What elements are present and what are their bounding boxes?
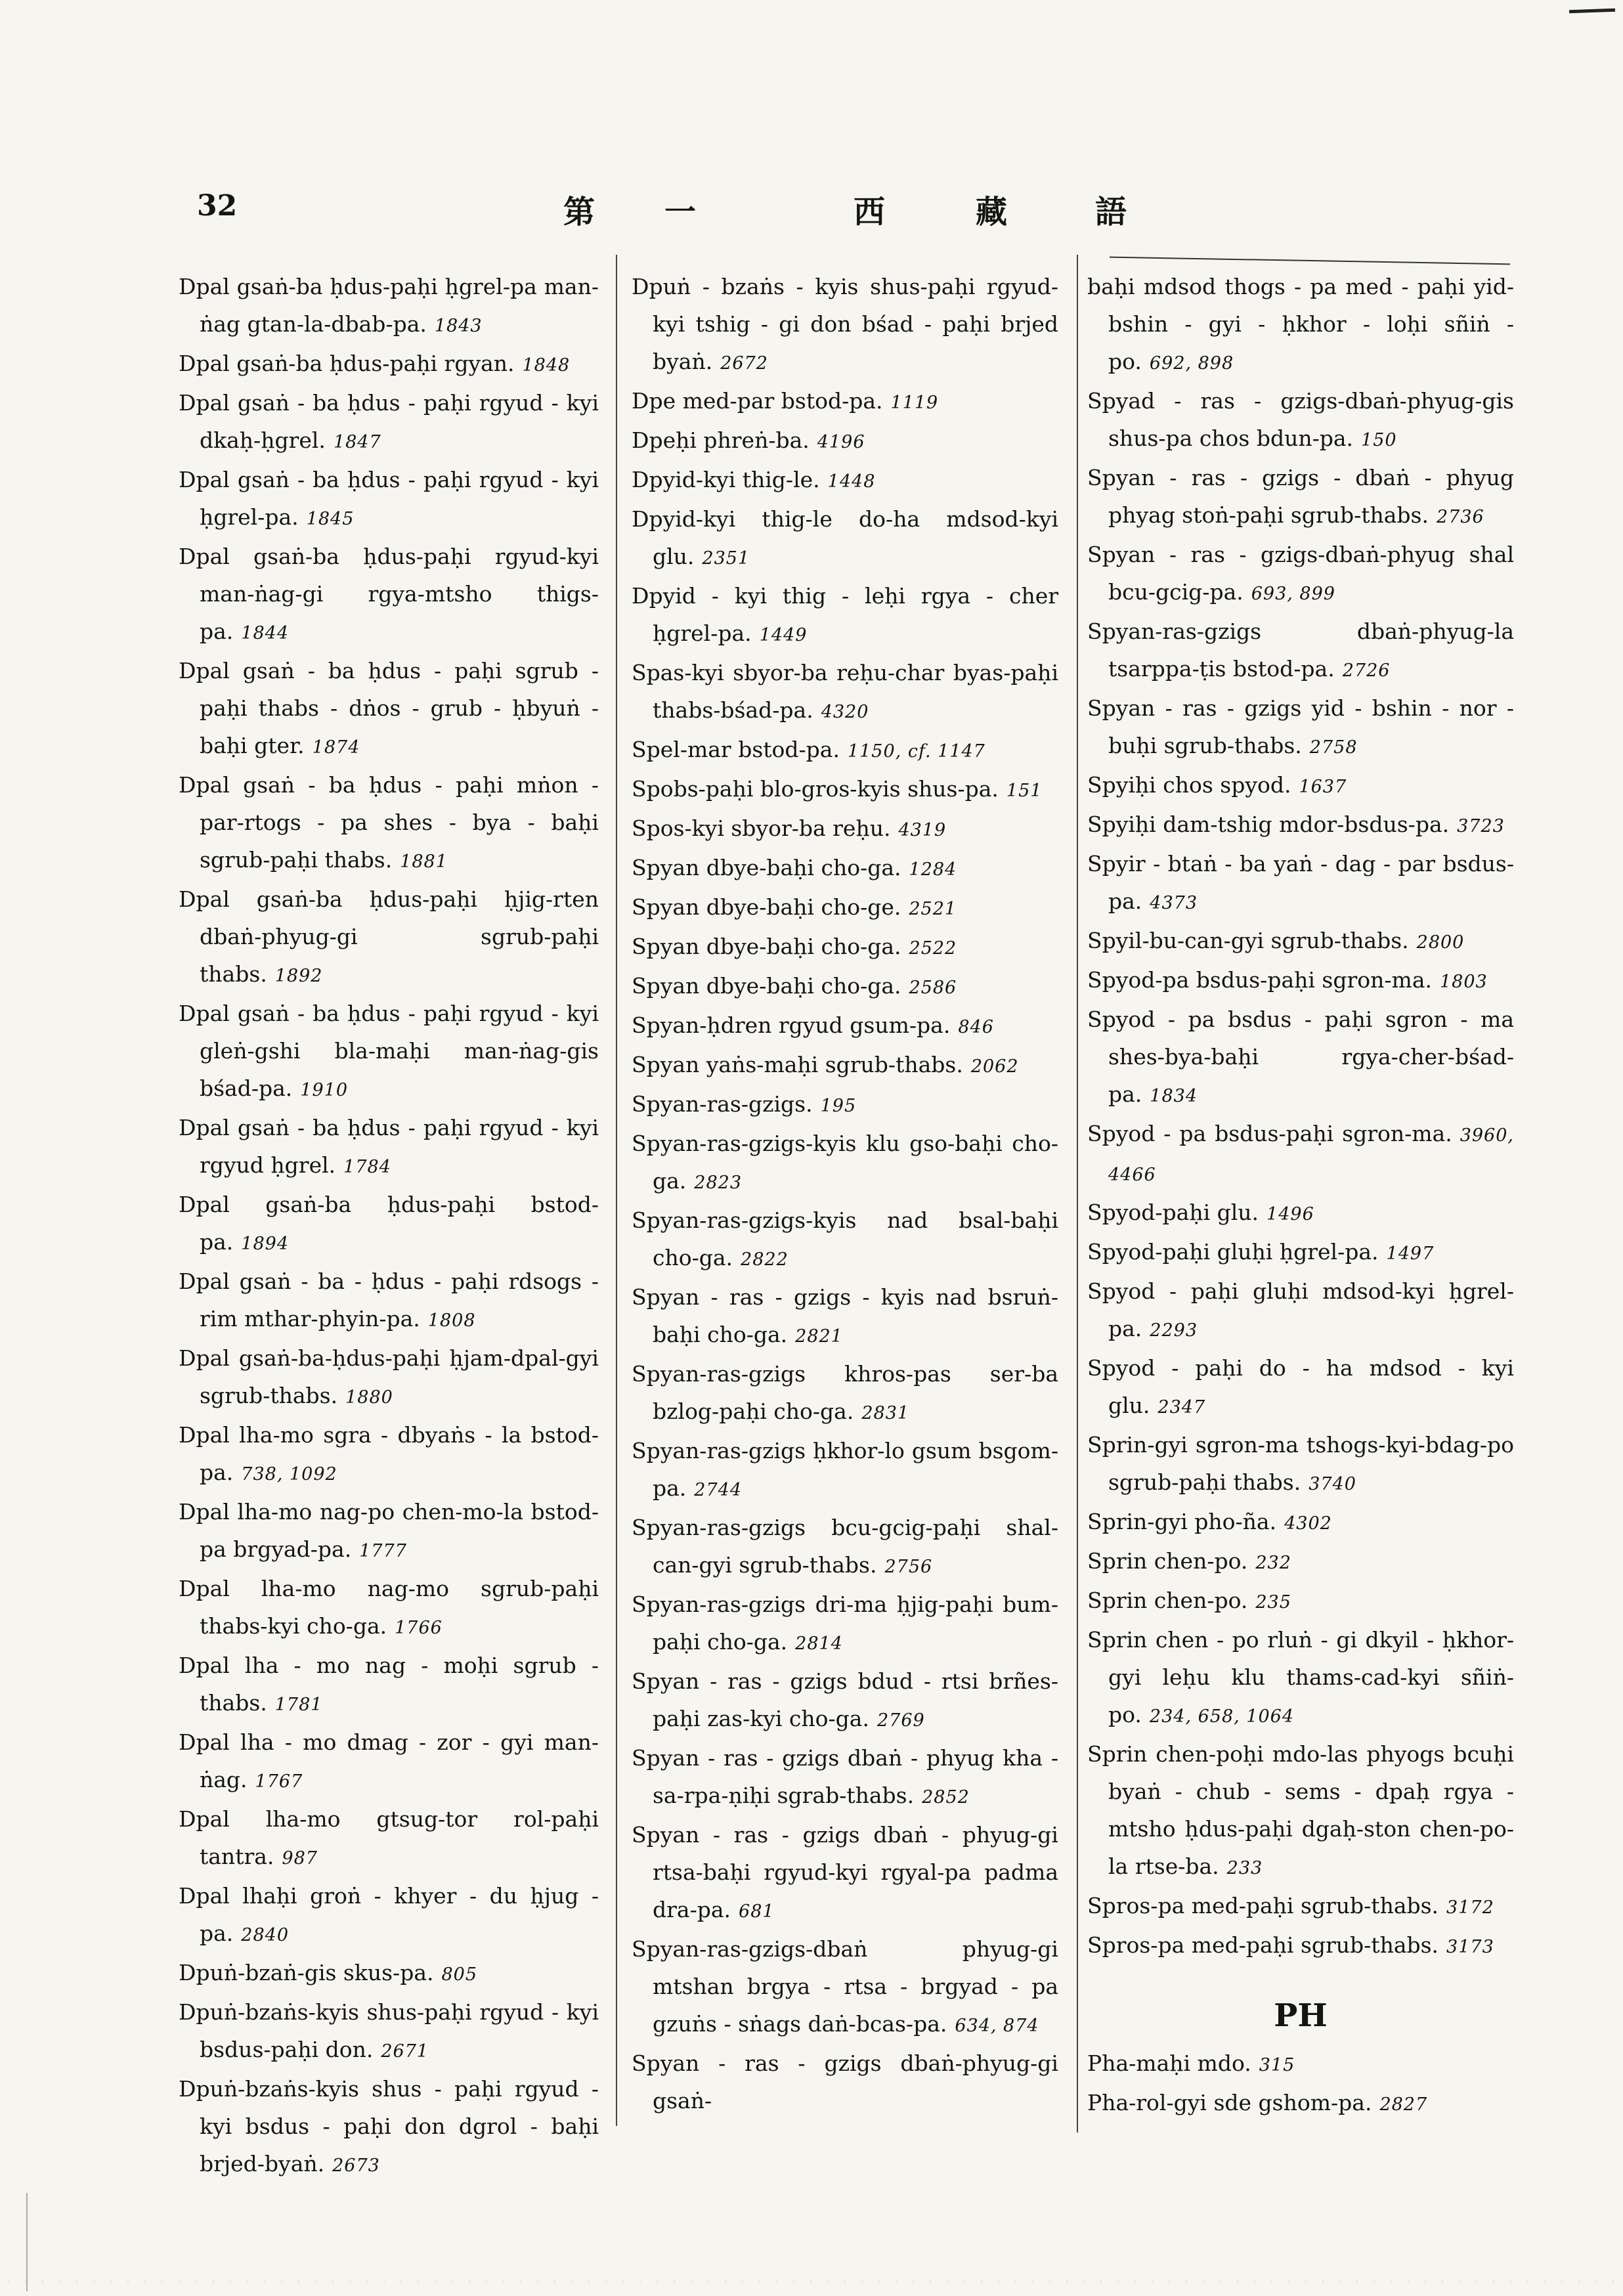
- entry-number: 2521: [909, 899, 957, 919]
- index-entry: [1087, 1272, 1514, 1349]
- index-entry: [179, 1877, 599, 1954]
- entry-title: Spyir - btaṅ - ba yaṅ - dag - par bsdus-pa.: [1087, 851, 1514, 914]
- entry-number: 2822: [741, 1249, 789, 1270]
- entry-number: 1784: [343, 1157, 391, 1177]
- index-entry: [632, 1739, 1058, 1816]
- header-char: 語: [1095, 194, 1127, 230]
- entry-title: Spyan - ras - gzigs-dbaṅ-phyug shal bcu-gcig-pa.: [1087, 542, 1514, 605]
- entry-number: 233: [1226, 1858, 1263, 1878]
- entry-title: Dpal lhaḥi groṅ - khyer - du ḥjug - pa.: [179, 1883, 599, 1946]
- index-entry: [1087, 1735, 1514, 1887]
- entry-title: Dpal gsaṅ-ba ḥdus-paḥi rgyud-kyi man-ṅag-gi rgya-mtsho thigs-pa.: [179, 544, 599, 644]
- entry-number: 4302: [1284, 1513, 1332, 1534]
- entry-number: 1448: [827, 471, 876, 492]
- index-entry: [179, 1954, 599, 1993]
- entry-title: Spyod - pa bsdus-paḥi sgron-ma.: [1087, 1121, 1452, 1146]
- index-entry: [632, 1278, 1058, 1355]
- index-entry: [1087, 1621, 1514, 1735]
- entry-title: Spyan dbye-baḥi cho-ga.: [632, 973, 901, 999]
- entry-title: Dpal gsaṅ - ba ḥdus - paḥi rgyud - kyi rgyud ḥgrel.: [179, 1115, 599, 1178]
- entry-title: Spyan - ras - gzigs - dbaṅ - phyug phyag stoṅ-paḥi sgrub-thabs.: [1087, 465, 1514, 528]
- index-entry: [1087, 2045, 1514, 2084]
- index-entry: [179, 1263, 599, 1339]
- entry-number: 2673: [332, 2155, 380, 2176]
- entry-number: 2726: [1342, 661, 1391, 681]
- entry-title: Spyan-ḥdren rgyud gsum-pa.: [632, 1012, 951, 1038]
- entry-title: Dpal gsaṅ - ba ḥdus - paḥi rgyud - kyi gleṅ-gshi bla-maḥi man-ṅag-gis bśad-pa.: [179, 1001, 599, 1101]
- entry-title: Spyod - pa bsdus - paḥi sgron - ma shes-bya-baḥi rgya-cher-bśad-pa.: [1087, 1007, 1514, 1107]
- index-entry: [632, 2045, 1058, 2119]
- index-entry: [632, 810, 1058, 849]
- entry-number: 2347: [1158, 1397, 1206, 1418]
- entry-title: Spyan - ras - gzigs dbaṅ-phyug-gi gsaṅ-: [632, 2050, 1058, 2113]
- index-entry: [1087, 1503, 1514, 1542]
- index-entry: [179, 1186, 599, 1263]
- column-divider: [616, 255, 617, 2126]
- index-entry: [1087, 1001, 1514, 1115]
- entry-number: 151: [1006, 781, 1043, 801]
- index-entry: [632, 1355, 1058, 1432]
- entry-title: Spyan - ras - gzigs bdud - rtsi brñes-paḥi zas-kyi cho-ga.: [632, 1668, 1058, 1731]
- entry-number: 846: [958, 1017, 994, 1037]
- index-entry: [1087, 1582, 1514, 1621]
- page-header: [197, 189, 1182, 235]
- column-right: [1087, 268, 1514, 2123]
- entry-title: Spel-mar bstod-pa.: [632, 737, 840, 762]
- column-left: [179, 268, 599, 2184]
- entry-title: Spyad - ras - gzigs-dbaṅ-phyug-gis shus-pa chos bdun-pa.: [1087, 388, 1514, 451]
- entry-number: 4373: [1150, 893, 1198, 913]
- section-entry-list: [1087, 2045, 1514, 2123]
- entry-title: Spyan - ras - gzigs dbaṅ - phyug-gi rtsa-baḥi rgyud-kyi rgyal-pa padma dra-pa.: [632, 1822, 1058, 1922]
- entry-number: 2062: [970, 1056, 1019, 1077]
- entry-number: 2831: [861, 1403, 910, 1423]
- index-entry: [632, 849, 1058, 888]
- index-entry: [1087, 613, 1514, 689]
- entry-number: 2736: [1436, 507, 1484, 527]
- index-entry: [179, 652, 599, 766]
- index-entry: [1087, 806, 1514, 845]
- entry-number: 2758: [1309, 737, 1358, 758]
- entry-number: 1844: [241, 623, 290, 643]
- entry-number: 4196: [817, 432, 865, 452]
- entry-number: 1894: [241, 1234, 290, 1254]
- entry-number: 692, 898: [1149, 353, 1234, 374]
- entry-title: Dpeḥi phreṅ-ba.: [632, 427, 810, 453]
- index-entry: [179, 880, 599, 995]
- index-entry: [632, 1509, 1058, 1586]
- index-entry: [632, 577, 1058, 654]
- entry-number: 4320: [821, 702, 869, 722]
- entry-number: 234, 658, 1064: [1149, 1706, 1295, 1727]
- index-entry: [1087, 961, 1514, 1001]
- entry-title: Dpe med-par bstod-pa.: [632, 388, 883, 414]
- index-entry: [632, 967, 1058, 1007]
- entry-title: Dpuṅ-bzaṅs-kyis shus - paḥi rgyud - kyi bsdus - paḥi don dgrol - baḥi brjed-byaṅ.: [179, 2076, 599, 2177]
- entry-title: Dpal gsaṅ - ba - ḥdus - paḥi rdsogs - rim mthar-phyin-pa.: [179, 1268, 599, 1332]
- index-entry: [179, 995, 599, 1109]
- entry-title: Dpyid-kyi thig-le do-ha mdsod-kyi glu.: [632, 506, 1058, 569]
- entry-number: 987: [282, 1848, 318, 1869]
- entry-number: 1150, cf. 1147: [847, 741, 985, 762]
- entry-title: Dpal lha-mo nag-po chen-mo-la bstod-pa brgyad-pa.: [179, 1499, 599, 1562]
- entry-title: Dpal lha - mo nag - moḥi sgrub - thabs.: [179, 1653, 599, 1716]
- index-entry: [179, 345, 599, 384]
- entry-number: 1847: [333, 432, 381, 452]
- corner-mark: [1569, 9, 1615, 13]
- index-entry: [179, 1570, 599, 1647]
- entry-number: 4319: [898, 820, 947, 840]
- entry-number: 2744: [694, 1480, 743, 1500]
- index-entry: [1087, 382, 1514, 459]
- entry-title: Dpal lha-mo gtsug-tor rol-paḥi tantra.: [179, 1806, 599, 1869]
- entry-number: 1881: [400, 852, 448, 872]
- entry-number: 1496: [1266, 1204, 1314, 1224]
- index-entry: [632, 928, 1058, 967]
- entry-title: Spyan-ras-gzigs khros-pas ser-ba bzlog-paḥi cho-ga.: [632, 1361, 1058, 1424]
- entry-title: Spyan - ras - gzigs dbaṅ - phyug kha - sa-rpa-ṇiḥi sgrab-thabs.: [632, 1745, 1058, 1808]
- scan-margin-line: [26, 2193, 28, 2291]
- index-entry: [632, 461, 1058, 500]
- entry-number: 1880: [345, 1387, 393, 1408]
- index-entry: [1087, 1426, 1514, 1503]
- index-entry: [632, 382, 1058, 422]
- entry-number: 2800: [1416, 932, 1465, 953]
- entry-number: 1766: [395, 1618, 443, 1638]
- entry-number: 681: [739, 1901, 775, 1922]
- entry-number: 235: [1255, 1592, 1291, 1613]
- index-entry: [179, 1647, 599, 1723]
- entry-number: 2293: [1150, 1320, 1198, 1341]
- index-entry: [179, 1109, 599, 1186]
- entry-number: 3723: [1457, 816, 1505, 836]
- entry-number: 1910: [300, 1080, 349, 1100]
- entry-number: 1637: [1299, 777, 1347, 797]
- index-entry: [632, 888, 1058, 928]
- entry-number: 315: [1259, 2055, 1295, 2075]
- entry-title: Spyan-ras-gzigs ḥkhor-lo gsum bsgom-pa.: [632, 1438, 1058, 1501]
- entry-title: Spyan-ras-gzigs bcu-gcig-paḥi shal-can-gyi sgrub-thabs.: [632, 1515, 1058, 1578]
- index-entry: [179, 384, 599, 461]
- index-entry: [1087, 689, 1514, 766]
- entry-number: 1845: [306, 509, 355, 529]
- entry-number: 1834: [1150, 1086, 1198, 1106]
- index-entry: [632, 731, 1058, 770]
- entry-number: 1848: [522, 355, 571, 376]
- entry-list: [632, 268, 1058, 2119]
- entry-number: 3740: [1309, 1474, 1356, 1494]
- entry-number: 3172: [1446, 1897, 1494, 1918]
- index-entry: [632, 1816, 1058, 1930]
- entry-title: Dpal lha-mo sgra - dbyaṅs - la bstod-pa.: [179, 1422, 599, 1485]
- index-entry: [179, 538, 599, 652]
- entry-title: Dpal gsaṅ-ba-ḥdus-paḥi ḥjam-dpal-gyi sgrub-thabs.: [179, 1345, 599, 1408]
- entry-title: Spas-kyi sbyor-ba reḥu-char byas-paḥi thabs-bśad-pa.: [632, 660, 1058, 723]
- entry-title: Spyan-ras-gzigs-kyis nad bsal-baḥi cho-ga.: [632, 1207, 1058, 1270]
- entry-title: Spyan-ras-gzigs-dbaṅ phyug-gi mtshan brgya - rtsa - brgyad - pa gzuṅs - sṅags daṅ-bcas-pa.: [632, 1936, 1058, 2037]
- entry-title: Sprin-gyi pho-ña.: [1087, 1509, 1277, 1534]
- entry-title: Spros-pa med-paḥi sgrub-thabs.: [1087, 1932, 1439, 1958]
- entry-number: 1843: [434, 316, 483, 336]
- index-entry: [632, 770, 1058, 810]
- entry-number: 1781: [274, 1695, 323, 1715]
- entry-title: Spyan-ras-gzigs dbaṅ-phyug-la tsarppa-ṭis bstod-pa.: [1087, 618, 1514, 682]
- index-entry: [1087, 268, 1514, 382]
- index-entry: [1087, 2084, 1514, 2123]
- entry-number: 634, 874: [955, 2016, 1039, 2036]
- entry-title: Spyan yaṅs-maḥi sgrub-thabs.: [632, 1052, 963, 1077]
- index-entry: [632, 1930, 1058, 2045]
- index-entry: [1087, 1926, 1514, 1966]
- entry-title: Spyan-ras-gzigs dri-ma ḥjig-paḥi bum-paḥi cho-ga.: [632, 1592, 1058, 1655]
- entry-title: Spyan dbye-baḥi cho-ge.: [632, 894, 901, 920]
- index-entry: [179, 1493, 599, 1570]
- index-entry: [179, 268, 599, 345]
- entry-number: 1119: [890, 393, 939, 413]
- index-entry: [179, 1339, 599, 1416]
- index-entry: [632, 1202, 1058, 1278]
- entry-title: Spros-pa med-paḥi sgrub-thabs.: [1087, 1893, 1439, 1918]
- index-entry: [1087, 1233, 1514, 1272]
- entry-title: Pha-rol-gyi sde gshom-pa.: [1087, 2090, 1372, 2115]
- index-entry: [632, 422, 1058, 461]
- entry-list: [1087, 268, 1514, 1966]
- index-entry: [632, 1085, 1058, 1125]
- entry-number: 1284: [909, 859, 957, 880]
- index-entry: [1087, 536, 1514, 613]
- entry-number: 1874: [312, 737, 360, 758]
- entry-title: Spos-kyi sbyor-ba reḥu.: [632, 815, 891, 841]
- index-entry: [632, 1007, 1058, 1046]
- index-entry: [179, 1993, 599, 2070]
- index-entry: [1087, 922, 1514, 961]
- column-middle: [632, 268, 1058, 2119]
- entry-number: 195: [820, 1096, 857, 1116]
- entry-number: 2823: [694, 1173, 743, 1193]
- entry-title: Dpyid-kyi thig-le.: [632, 467, 820, 492]
- entry-number: 2821: [795, 1326, 843, 1347]
- index-entry: [1087, 1115, 1514, 1194]
- entry-number: 1497: [1386, 1244, 1435, 1264]
- entry-title: Dpal gsaṅ-ba ḥdus-paḥi ḥgrel-pa man-ṅag gtan-la-dbab-pa.: [179, 274, 599, 337]
- entry-title: Dpyid - kyi thig - leḥi rgya - cher ḥgrel-pa.: [632, 583, 1058, 646]
- section-heading: PH: [1274, 1997, 1328, 2034]
- header-char: 一: [664, 194, 697, 230]
- entry-title: Sprin chen-po.: [1087, 1588, 1248, 1613]
- index-entry: [1087, 845, 1514, 922]
- index-entry: [1087, 1349, 1514, 1426]
- entry-number: 2827: [1379, 2094, 1428, 2115]
- entry-title: Dpal gsaṅ-ba ḥdus-paḥi ḥjig-rten dbaṅ-phyug-gi sgrub-paḥi thabs.: [179, 886, 599, 987]
- entry-number: 2671: [381, 2041, 429, 2062]
- entry-title: Spyod-pa bsdus-paḥi sgron-ma.: [1087, 967, 1432, 993]
- entry-list: [179, 268, 599, 2184]
- entry-title: Spyan-ras-gzigs-kyis klu gso-baḥi cho-ga.: [632, 1131, 1058, 1194]
- entry-number: 232: [1255, 1553, 1291, 1573]
- index-entry: [632, 654, 1058, 731]
- entry-number: 2522: [909, 938, 957, 959]
- entry-title: Spyan dbye-baḥi cho-ga.: [632, 934, 901, 959]
- index-entry: [1087, 1542, 1514, 1582]
- entry-number: 1803: [1440, 972, 1488, 992]
- index-entry: [179, 1723, 599, 1800]
- column-divider: [1077, 255, 1078, 2133]
- entry-number: 2769: [876, 1710, 925, 1731]
- entry-number: 738, 1092: [241, 1464, 337, 1484]
- index-entry: [632, 500, 1058, 577]
- entry-title: Dpuṅ-bzaṅs-kyis shus-paḥi rgyud - kyi bsdus-paḥi don.: [179, 1999, 599, 2062]
- index-entry: [632, 1662, 1058, 1739]
- entry-title: Dpal gsaṅ-ba ḥdus-paḥi bstod-pa.: [179, 1192, 599, 1255]
- entry-title: Spyiḥi dam-tshig mdor-bsdus-pa.: [1087, 812, 1450, 837]
- header-char: 藏: [976, 194, 1008, 230]
- entry-title: Spyan - ras - gzigs - kyis nad bsruṅ-baḥi cho-ga.: [632, 1284, 1058, 1347]
- entry-title: Spyan-ras-gzigs.: [632, 1091, 813, 1117]
- entry-number: 3960, 4466: [1108, 1125, 1514, 1185]
- entry-title: Dpal gsaṅ - ba ḥdus - paḥi mṅon - par-rtogs - pa shes - bya - baḥi sgrub-paḥi thabs.: [179, 772, 599, 873]
- entry-number: 1777: [359, 1541, 407, 1561]
- entry-title: Spyod-paḥi gluḥi ḥgrel-pa.: [1087, 1239, 1379, 1265]
- entry-number: 2672: [720, 353, 768, 374]
- entry-title: Dpal lha-mo nag-mo sgrub-paḥi thabs-kyi cho-ga.: [179, 1576, 599, 1639]
- entry-title: Spyan - ras - gzigs yid - bshin - nor - buḥi sgrub-thabs.: [1087, 695, 1514, 758]
- index-entry: [1087, 1194, 1514, 1233]
- entry-title: baḥi mdsod thogs - pa med - paḥi yid-bshin - gyi - ḥkhor - loḥi sñiṅ - po.: [1087, 274, 1514, 374]
- entry-number: 2586: [909, 978, 957, 998]
- index-entry: [1087, 459, 1514, 536]
- entry-title: Dpal lha - mo dmag - zor - gyi man-ṅag.: [179, 1729, 599, 1792]
- entry-number: 2351: [702, 548, 750, 569]
- entry-title: Dpuṅ-bzaṅ-gis skus-pa.: [179, 1960, 434, 1985]
- entry-number: 1892: [274, 966, 323, 986]
- index-entry: [1087, 766, 1514, 806]
- entry-number: 1808: [427, 1310, 476, 1331]
- entry-title: Sprin chen-poḥi mdo-las phyogs bcuḥi byaṅ - chub - sems - dpaḥ rgya - mtsho ḥdus-paḥi dgaḥ-ston chen-po-la rtse-ba.: [1087, 1741, 1514, 1879]
- entry-title: Dpal gsaṅ - ba ḥdus - paḥi rgyud - kyi ḥgrel-pa.: [179, 467, 599, 530]
- index-entry: [179, 766, 599, 880]
- entry-title: Dpal gsaṅ-ba ḥdus-paḥi rgyan.: [179, 351, 515, 376]
- index-entry: [1087, 1887, 1514, 1926]
- entry-title: Sprin chen-po.: [1087, 1548, 1248, 1574]
- entry-number: 805: [441, 1964, 478, 1985]
- index-entry: [179, 2070, 599, 2184]
- header-char: 第: [563, 194, 595, 230]
- index-entry: [632, 1586, 1058, 1662]
- index-entry: [632, 268, 1058, 382]
- entry-number: 693, 899: [1251, 584, 1335, 604]
- entry-title: Dpal gsaṅ - ba ḥdus - paḥi rgyud - kyi dkaḥ-ḥgrel.: [179, 390, 599, 453]
- entry-number: 2840: [241, 1925, 290, 1945]
- entry-title: Sprin-gyi sgron-ma tshogs-kyi-bdag-po sgrub-paḥi thabs.: [1087, 1432, 1514, 1495]
- entry-number: 2814: [795, 1634, 843, 1654]
- entry-title: Spyod - paḥi gluḥi mdsod-kyi ḥgrel-pa.: [1087, 1278, 1514, 1341]
- header-char: 西: [854, 194, 886, 230]
- entry-number: 150: [1361, 430, 1397, 450]
- entry-title: Spyan dbye-baḥi cho-ga.: [632, 855, 901, 880]
- entry-title: Spyil-bu-can-gyi sgrub-thabs.: [1087, 928, 1409, 953]
- index-entry: [179, 1800, 599, 1877]
- entry-title: Spyiḥi chos spyod.: [1087, 772, 1291, 798]
- entry-number: 1449: [759, 625, 808, 645]
- entry-number: 2852: [922, 1787, 970, 1808]
- entry-title: Dpuṅ - bzaṅs - kyis shus-paḥi rgyud-kyi tshig - gi don bśad - paḥi brjed byaṅ.: [632, 274, 1058, 374]
- index-entry: [632, 1046, 1058, 1085]
- entry-title: Dpal gsaṅ - ba ḥdus - paḥi sgrub - paḥi thabs - dṅos - grub - ḥbyuṅ - baḥi gter.: [179, 658, 599, 758]
- entry-number: 1767: [255, 1771, 303, 1792]
- index-entry: [179, 1416, 599, 1493]
- page-number: 32: [197, 189, 238, 223]
- entry-title: Spyod-paḥi glu.: [1087, 1200, 1259, 1225]
- index-entry: [632, 1125, 1058, 1202]
- entry-title: Spobs-paḥi blo-gros-kyis shus-pa.: [632, 776, 999, 802]
- scan-artifact: [0, 2278, 1623, 2285]
- entry-title: Pha-maḥi mdo.: [1087, 2050, 1251, 2076]
- header-rule: [1110, 257, 1510, 265]
- entry-title: Sprin chen - po rluṅ - gi dkyil - ḥkhor-gyi leḥu klu thams-cad-kyi sñiṅ-po.: [1087, 1627, 1514, 1727]
- entry-number: 2756: [884, 1557, 933, 1577]
- index-entry: [179, 461, 599, 538]
- index-entry: [632, 1432, 1058, 1509]
- entry-number: 3173: [1446, 1937, 1494, 1957]
- entry-title: Spyod - paḥi do - ha mdsod - kyi glu.: [1087, 1355, 1514, 1418]
